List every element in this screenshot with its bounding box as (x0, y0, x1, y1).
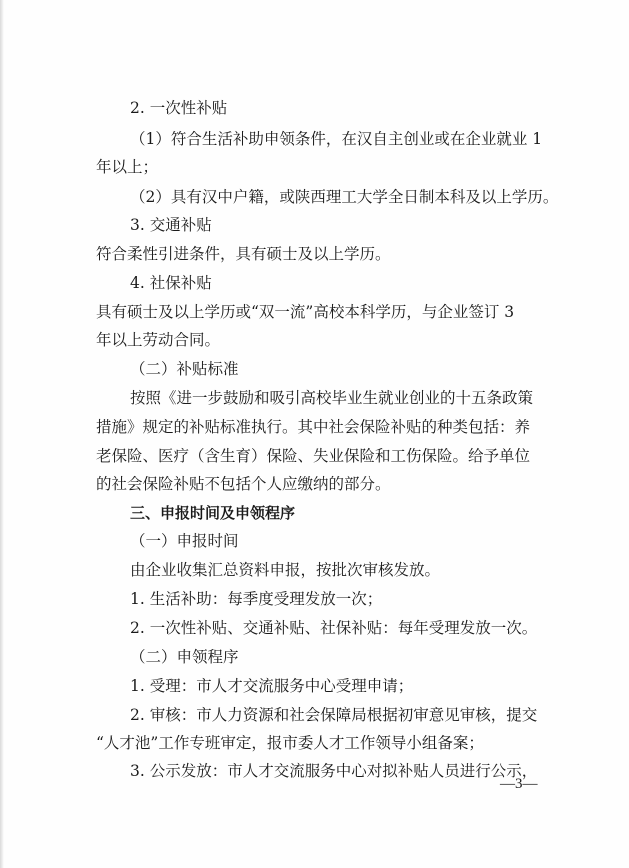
text-line: （二）补贴标准 (130, 360, 239, 378)
text-line: “人才池”工作专班审定，报市委人才工作领导小组备案； (96, 734, 484, 752)
scan-edge-shadow (0, 0, 4, 868)
text-line: 由企业收集汇总资料申报，按批次审核发放。 (130, 561, 441, 579)
text-line: 符合柔性引进条件，具有硕士及以上学历。 (96, 245, 391, 263)
text-line: 年以上； (96, 158, 159, 176)
text-line: （二）申领程序 (130, 648, 239, 666)
text-line: 按照《进一步鼓励和吸引高校毕业生就业创业的十五条政策 (130, 389, 534, 407)
text-line: 1. 生活补助：每季度受理发放一次； (130, 590, 383, 608)
section-heading: 三、申报时间及申领程序 (130, 504, 296, 522)
text-line: 具有硕士及以上学历或“双一流”高校本科学历，与企业签订 3 (96, 303, 515, 321)
text-line: 1. 受理：市人才交流服务中心受理申请； (130, 677, 414, 695)
text-line: 3. 公示发放：市人才交流服务中心对拟补贴人员进行公示， (130, 762, 538, 780)
text-line: 2. 一次性补贴 (130, 99, 228, 117)
text-line: （一）申报时间 (130, 532, 239, 550)
page-number: —3— (500, 776, 538, 792)
text-line: 措施》规定的补贴标准执行。其中社会保险补贴的种类包括：养 (96, 418, 531, 436)
text-line: 4. 社保补贴 (130, 274, 212, 292)
text-line: 年以上劳动合同。 (96, 331, 221, 349)
text-line: 2. 审核：市人力资源和社会保障局根据初审意见审核，提交 (130, 706, 538, 724)
text-line: （1）符合生活补助申领条件，在汉自主创业或在企业就业 1 (130, 130, 543, 148)
text-line: 的社会保险补贴不包括个人应缴纳的部分。 (96, 475, 391, 493)
text-line: 3. 交通补贴 (130, 216, 212, 234)
text-line: 2. 一次性补贴、交通补贴、社保补贴：每年受理发放一次。 (130, 619, 538, 637)
text-line: （2）具有汉中户籍，或陕西理工大学全日制本科及以上学历。 (130, 188, 559, 206)
text-line: 老保险、医疗（含生育）保险、失业保险和工伤保险。给予单位 (96, 447, 531, 465)
